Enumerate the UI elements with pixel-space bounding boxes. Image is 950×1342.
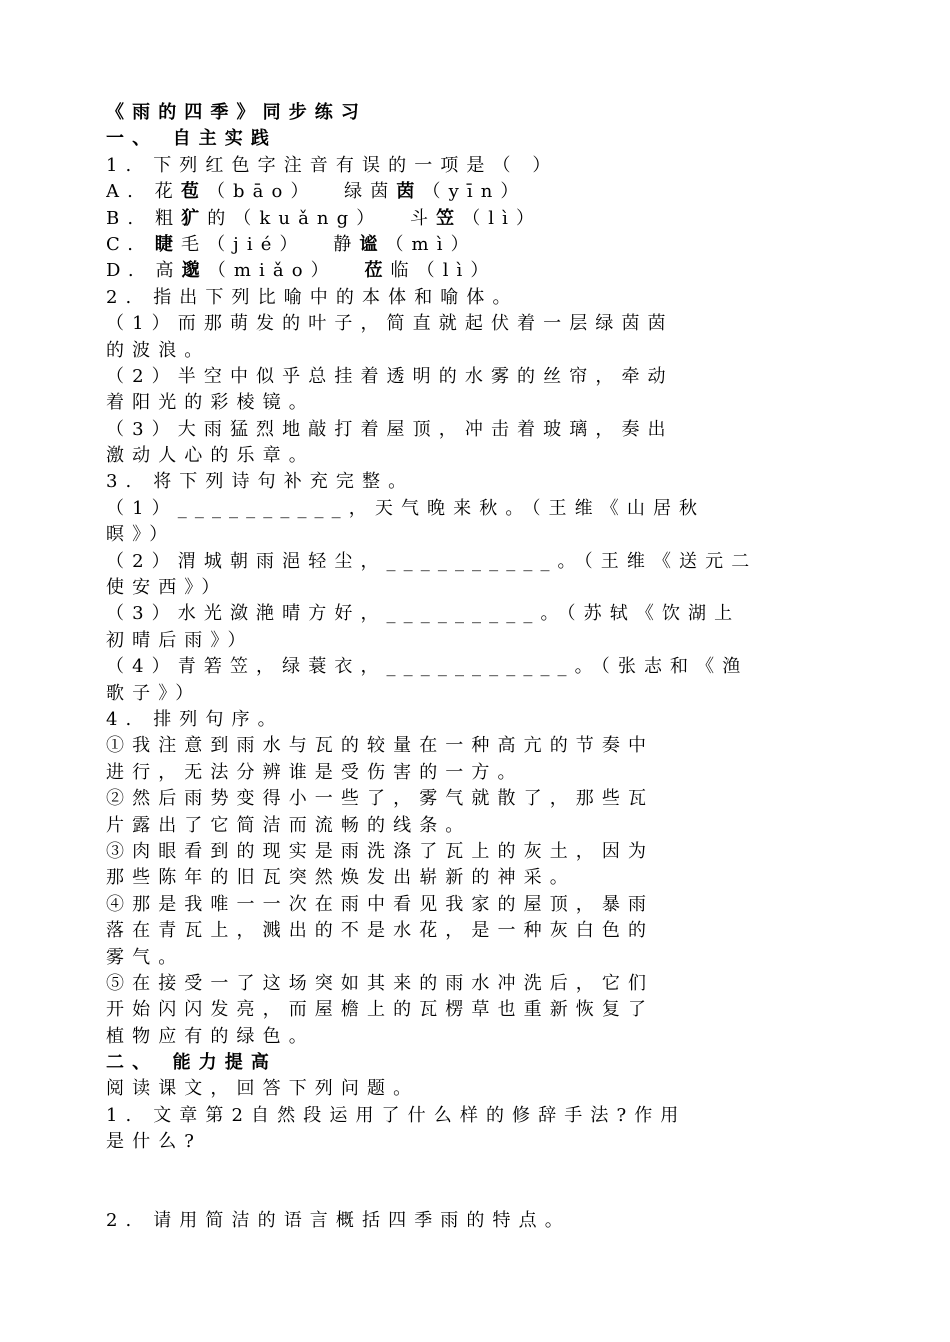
question-4-line: 片露出了它简洁而流畅的线条。 [106,814,472,836]
section-2-question-1: 是什么? [106,1131,203,1153]
question-2-line: 着阳光的彩棱镜。 [106,392,315,414]
option-text: 临（lì） [390,260,497,282]
option-a [106,179,836,205]
highlight-char: 犷 [181,207,208,229]
question-4-line: 植物应有的绿色。 [106,1025,315,1047]
option-c [106,232,836,258]
question-2-line: 激动人心的乐章。 [106,445,315,467]
question-4-line: 那些陈年的旧瓦突然焕发出崭新的神采。 [106,867,576,889]
question-2-line: （1）而那萌发的叶子，简直就起伏着一层绿茵茵 [106,313,674,335]
question-3-line: （2）渭城朝雨浥轻尘，__________。（王维《送元二 [106,550,758,572]
highlight-char: 莅 [364,260,391,282]
question-2-line: （2）半空中似乎总挂着透明的水雾的丝帘，牵动 [106,365,674,387]
question-2-line: （3）大雨猛烈地敲打着屋顶，冲击着玻璃，奏出 [106,418,674,440]
question-3-line: （1）__________，天气晚来秋。（王维《山居秋 [106,497,706,519]
question-3-line: 使安西》） [106,577,228,599]
option-text: B. 粗 [106,207,182,229]
question-3-line: 初晴后雨》） [106,629,254,651]
question-4-line: ②然后雨势变得小一些了，雾气就散了，那些瓦 [106,788,655,810]
question-2-line: 的波浪。 [106,339,211,361]
highlight-char: 睫 [154,233,181,255]
question-2-stem: 2. 指出下列比喻中的本体和喻体。 [106,286,519,308]
option-text: C. [106,233,155,255]
highlight-char: 笠 [436,207,463,229]
option-text: （yīn） [422,181,527,203]
highlight-char: 苞 [180,181,207,203]
question-3-line: （3）水光潋滟晴方好，_________。（苏轼《饮湖上 [106,603,741,625]
highlight-char: 茵 [396,181,423,203]
question-4-line: 进行，无法分辨谁是受伤害的一方。 [106,761,524,783]
section-heading-1: 一、 自主实践 [106,128,277,150]
answer-space [106,1156,836,1208]
question-4-line: ③肉眼看到的现实是雨洗涤了瓦上的灰土，因为 [106,840,655,862]
section-2-intro: 阅读课文，回答下列问题。 [106,1078,420,1100]
question-1-stem: 1. 下列红色字注音有误的一项是（ ） [106,154,559,176]
option-text: A. 花 [106,181,181,203]
option-text: （miǎo） [207,260,365,282]
page-title: 《雨的四季》同步练习 [106,102,367,123]
question-3-line: 暝》） [106,524,176,546]
question-3-stem: 3. 将下列诗句补充完整。 [106,471,415,493]
section-2-question-1: 1. 文章第2自然段运用了什么样的修辞手法?作用 [106,1104,687,1126]
option-text: 的（kuǎng） 斗 [207,207,437,229]
option-text: D. 高 [106,260,182,282]
option-text: （bāo） 绿茵 [206,181,397,203]
question-4-line: 开始闪闪发亮，而屋檐上的瓦楞草也重新恢复了 [106,999,655,1021]
section-2-question-2: 2. 请用简洁的语言概括四季雨的特点。 [106,1209,571,1231]
question-4-stem: 4. 排列句序。 [106,708,284,730]
question-4-line: ④那是我唯一一次在雨中看见我家的屋顶，暴雨 [106,893,655,915]
option-text: （mì） [385,233,477,255]
highlight-char: 邈 [181,260,208,282]
highlight-char: 谧 [359,233,386,255]
question-4-line: 落在青瓦上，溅出的不是水花，是一种灰白色的 [106,920,655,942]
question-4-line: 雾气。 [106,946,185,968]
option-b [106,206,836,232]
question-3-line: 歌子》） [106,682,202,704]
section-heading-2: 二、 能力提高 [106,1052,277,1074]
option-text: （lì） [462,207,543,229]
question-3-line: （4）青箬笠，绿蓑衣，___________。（张志和《渔 [106,656,749,678]
option-d [106,258,836,284]
option-text: 毛（jié） 静 [180,233,360,255]
question-4-line: ①我注意到雨水与瓦的较量在一种高亢的节奏中 [106,735,655,757]
worksheet [106,100,836,1234]
question-4-line: ⑤在接受一了这场突如其来的雨水冲洗后，它们 [106,972,655,994]
